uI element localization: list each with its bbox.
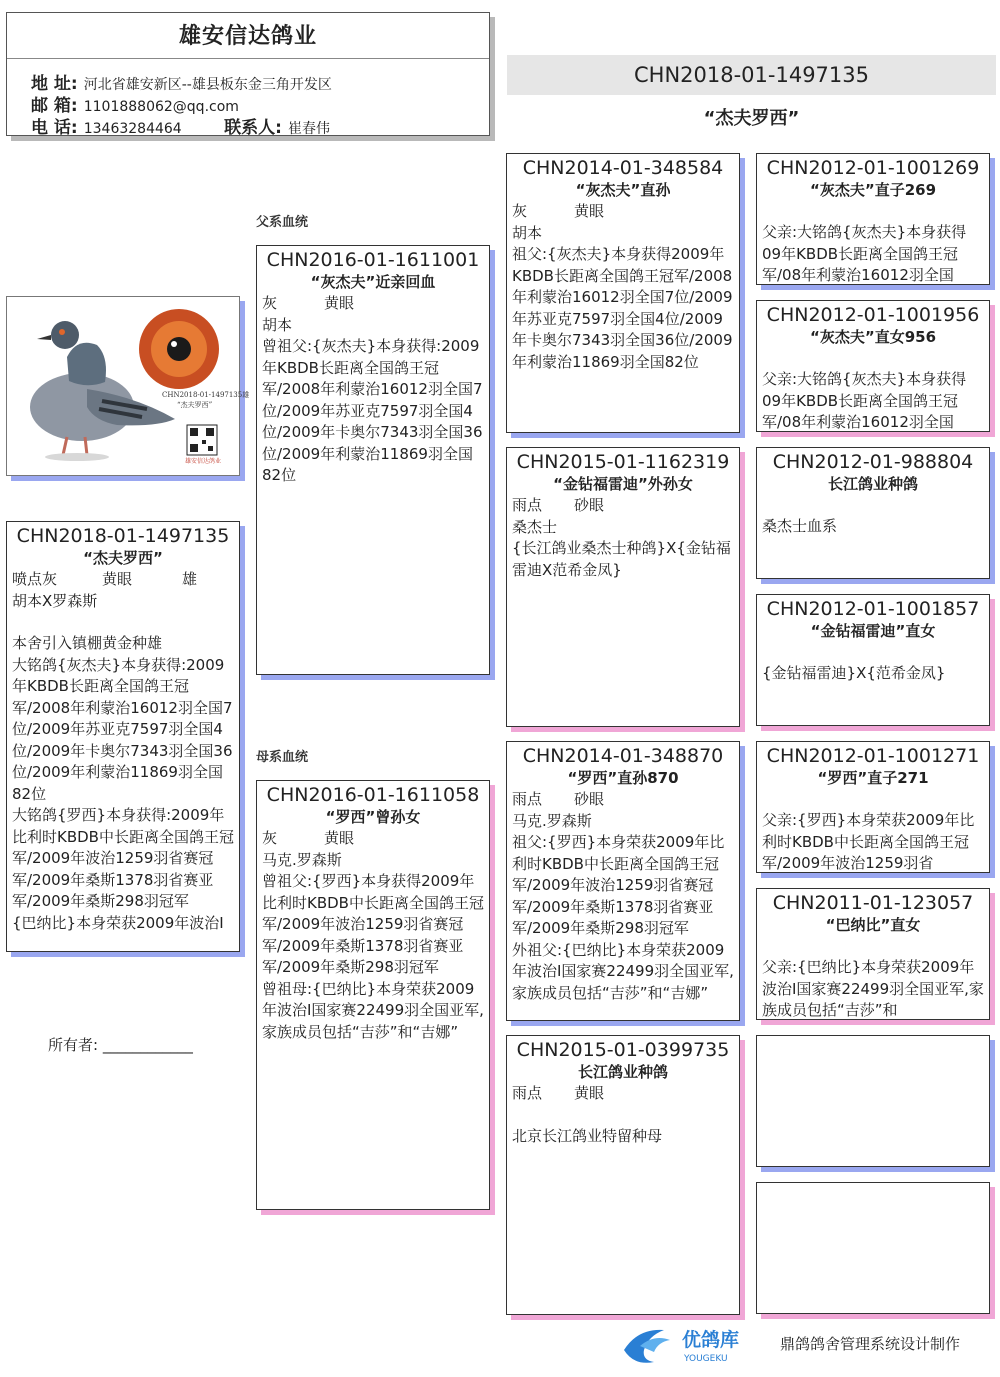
owner-line — [48, 1034, 193, 1055]
dd-eye: 黄眼 — [574, 1084, 605, 1102]
subject-desc-2: 大铭鸽{灰杰夫}本身获得:2009年KBDB长距离全国鸽王冠军/2008年利蒙治16012羽全国7位/2009年苏亚克7597羽全国4位/2009年卡奥尔7343羽全国36位/2009年利蒙治11869羽全国82位 — [12, 655, 233, 803]
subject-desc-4: {巴纳比}本身荣获2009年波治I — [12, 913, 224, 932]
dam-eye: 黄眼 — [324, 829, 355, 847]
dss-card — [756, 741, 990, 873]
email-label: 邮 箱: — [31, 96, 78, 116]
subject-sex: 雄 — [182, 570, 198, 588]
dsd-name: “巴纳比”直女 — [825, 916, 921, 934]
photo-caption-name: “杰夫罗西” — [177, 401, 213, 409]
dam-card — [256, 780, 490, 1210]
dam-name: “罗西”曾孙女 — [325, 808, 421, 826]
dss-ring: CHN2012-01-1001271 — [766, 745, 980, 767]
sdd-card — [756, 594, 990, 726]
subject-ring-banner — [507, 55, 996, 95]
sd-color: 雨点 — [512, 496, 543, 514]
pigeon-photo — [6, 296, 250, 476]
dd-ring: CHN2015-01-0399735 — [516, 1039, 730, 1061]
sd-name: “金钻福雷迪”外孙女 — [553, 475, 693, 493]
dss-desc: 父亲:{罗西}本身荣获2009年比利时KBDB中长距离全国鸽王冠军/2009年波治1259羽省 — [762, 811, 975, 872]
subject-ring-title: CHN2018-01-1497135 — [633, 63, 869, 87]
email-value: 1101888062@qq.com — [83, 99, 239, 115]
dd-desc: 北京长江鸽业特留种母 — [512, 1126, 663, 1145]
dd-name: 长江鸽业种鸽 — [577, 1063, 668, 1081]
dsd-card — [756, 888, 990, 1020]
ssd-card — [756, 300, 990, 432]
sdd-name: “金钻福雷迪”直女 — [810, 622, 936, 640]
subject-lineage: 胡本X罗森斯 — [12, 591, 98, 610]
loft-info-box — [6, 12, 490, 136]
phone-value: 13463284464 — [83, 121, 182, 137]
pigeon-neck-icon — [67, 343, 106, 386]
ds-eye: 砂眼 — [574, 790, 605, 808]
sd-lineage: 桑杰士 — [512, 517, 558, 536]
logo-en-text: YOUGEKU — [684, 1354, 728, 1364]
ssd-desc: 父亲:大铭鸽{灰杰夫}本身获得09年KBDB长距离全国鸽王冠军/08年利蒙治16012羽全国 — [762, 370, 967, 431]
divider — [7, 58, 489, 59]
sire-name: “灰杰夫”近亲回血 — [310, 273, 436, 291]
pigeon-beak-icon — [37, 335, 51, 340]
loft-name: 雄安信达鸽业 — [178, 24, 317, 49]
ds-ring: CHN2014-01-348870 — [522, 745, 724, 767]
subject-ring: CHN2018-01-1497135 — [16, 525, 230, 547]
subject-eye: 黄眼 — [102, 570, 133, 588]
ss-eye: 黄眼 — [574, 202, 605, 220]
dam-dam-card — [506, 1035, 740, 1315]
sd-desc: {长江鸽业桑杰士种鸽}X{金钻福雷迪X范希金凤} — [512, 539, 731, 579]
phone-row — [31, 113, 330, 138]
ddd-card-empty — [756, 1182, 990, 1314]
footer-credit: 鼎鸽鸽舍管理系统设计制作 — [780, 1335, 961, 1353]
subject-name: “杰夫罗西” — [83, 549, 163, 567]
pigeon-illustration — [7, 297, 250, 475]
dds-card-empty — [756, 1035, 990, 1167]
ss-name: “灰杰夫”直孙 — [575, 181, 671, 199]
ss-ring: CHN2014-01-348584 — [522, 157, 724, 179]
ssd-ring: CHN2012-01-1001956 — [766, 304, 980, 326]
ssd-name: “灰杰夫”直女956 — [809, 328, 937, 346]
dam-ring: CHN2016-01-1611058 — [266, 784, 480, 806]
sss-ring: CHN2012-01-1001269 — [766, 157, 980, 179]
dam-desc-2: 曾祖母:{巴纳比}本身荣获2009年波治I国家赛22499羽全国亚军,家族成员包括“吉莎”和“吉娜” — [262, 979, 484, 1041]
logo-cn-text: 优鸽库 — [682, 1329, 740, 1351]
sd-ring: CHN2015-01-1162319 — [516, 451, 730, 473]
dss-name: “罗西”直子271 — [817, 769, 929, 787]
sire-line-label: 父系血统 — [256, 215, 309, 230]
subject-desc-1: 本舍引入镇棚黄金种雄 — [12, 634, 163, 652]
ss-lineage: 胡本 — [512, 223, 543, 242]
ds-desc-1: 祖父:{罗西}本身荣获2009年比利时KBDB中长距离全国鸽王冠军/2009年波治1259羽省赛冠军/2009年桑斯1378羽省赛亚军/2009年桑斯298羽冠军 — [512, 833, 725, 937]
sire-dam-card — [506, 447, 740, 727]
sds-ring: CHN2012-01-988804 — [772, 451, 974, 473]
subject-attrs — [12, 569, 234, 591]
dsd-ring: CHN2011-01-123057 — [772, 892, 974, 914]
dam-lineage: 马克.罗森斯 — [262, 850, 342, 869]
ds-name: “罗西”直孙870 — [567, 769, 679, 787]
owner-blank: ____________ — [102, 1036, 193, 1054]
dd-color: 雨点 — [512, 1084, 543, 1102]
sss-card — [756, 153, 990, 285]
sds-name: 长江鸽业种鸽 — [827, 475, 918, 493]
sire-sire-card — [506, 153, 740, 433]
yougeku-logo — [620, 1320, 770, 1368]
sire-eye: 黄眼 — [324, 294, 355, 312]
ss-color: 灰 — [512, 202, 528, 220]
ss-desc: 祖父:{灰杰夫}本身获得2009年KBDB长距离全国鸽王冠军/2008年利蒙治16012羽全国7位/2009年苏亚克7597羽全国4位/2009年卡奥尔7343羽全国36位/2009年利蒙治11869羽全国82位 — [512, 245, 733, 371]
ds-lineage: 马克.罗森斯 — [512, 811, 592, 830]
sds-card — [756, 447, 990, 579]
contact-value: 崔春伟 — [287, 121, 330, 137]
dam-sire-card — [506, 741, 740, 1021]
sdd-ring: CHN2012-01-1001857 — [766, 598, 980, 620]
sire-desc: 曾祖父:{灰杰夫}本身获得:2009年KBDB长距离全国鸽王冠军/2008年利蒙治16012羽全国7位/2009年苏亚克7597羽全国4位/2009年卡奥尔7343羽全国36位/2009年利蒙治11869羽全国82位 — [262, 337, 483, 484]
sss-name: “灰杰夫”直子269 — [809, 181, 937, 199]
logo-swoosh-icon — [620, 1320, 770, 1368]
sire-card — [256, 245, 490, 675]
address-value: 河北省雄安新区--雄县板东金三角开发区 — [83, 77, 332, 93]
photo-caption-ring: CHN2018-01-1497135雄 — [162, 391, 250, 399]
photo-watermark: 雄安信达鸽业 — [185, 458, 222, 465]
sss-desc: 父亲:大铭鸽{灰杰夫}本身获得09年KBDB长距离全国鸽王冠军/08年利蒙治16012羽全国 — [762, 223, 967, 284]
address-label: 地 址: — [31, 74, 78, 94]
subject-color: 喷点灰 — [12, 570, 58, 588]
sire-ring: CHN2016-01-1611001 — [266, 249, 480, 271]
sd-eye: 砂眼 — [574, 496, 605, 514]
sire-lineage: 胡本 — [262, 315, 293, 334]
sdd-desc: {金钻福雷迪}X{范希金凤} — [762, 664, 946, 682]
ds-color: 雨点 — [512, 790, 543, 808]
sire-color: 灰 — [262, 294, 278, 312]
subject-desc-3: 大铭鸽{罗西}本身获得:2009年比利时KBDB中长距离全国鸽王冠军/2009年波治1259羽省赛冠军/2009年桑斯1378羽省赛亚军/2009年桑斯298羽冠军 — [12, 806, 234, 910]
dam-line-label: 母系血统 — [256, 750, 309, 765]
owner-label: 所有者: — [48, 1036, 99, 1054]
subject-name-title: “杰夫罗西” — [703, 108, 800, 129]
sds-desc: 桑杰士血系 — [762, 517, 838, 535]
dam-color: 灰 — [262, 829, 278, 847]
contact-label: 联系人: — [224, 118, 282, 138]
dam-desc-1: 曾祖父:{罗西}本身获得2009年比利时KBDB中长距离全国鸽王冠军/2009年波治1259羽省赛冠军/2009年桑斯1378羽省赛亚军/2009年桑斯298羽冠军 — [262, 872, 484, 976]
dsd-desc: 父亲:{巴纳比}本身荣获2009年波治I国家赛22499羽全国亚军,家族成员包括“吉莎”和 — [762, 958, 984, 1019]
phone-label: 电 话: — [31, 118, 78, 138]
subject-card — [6, 521, 240, 952]
pigeon-head-icon — [51, 321, 79, 349]
ds-desc-2: 外祖父:{巴纳比}本身荣获2009年波治I国家赛22499羽全国亚军,家族成员包括“吉莎”和“吉娜” — [512, 940, 734, 1002]
